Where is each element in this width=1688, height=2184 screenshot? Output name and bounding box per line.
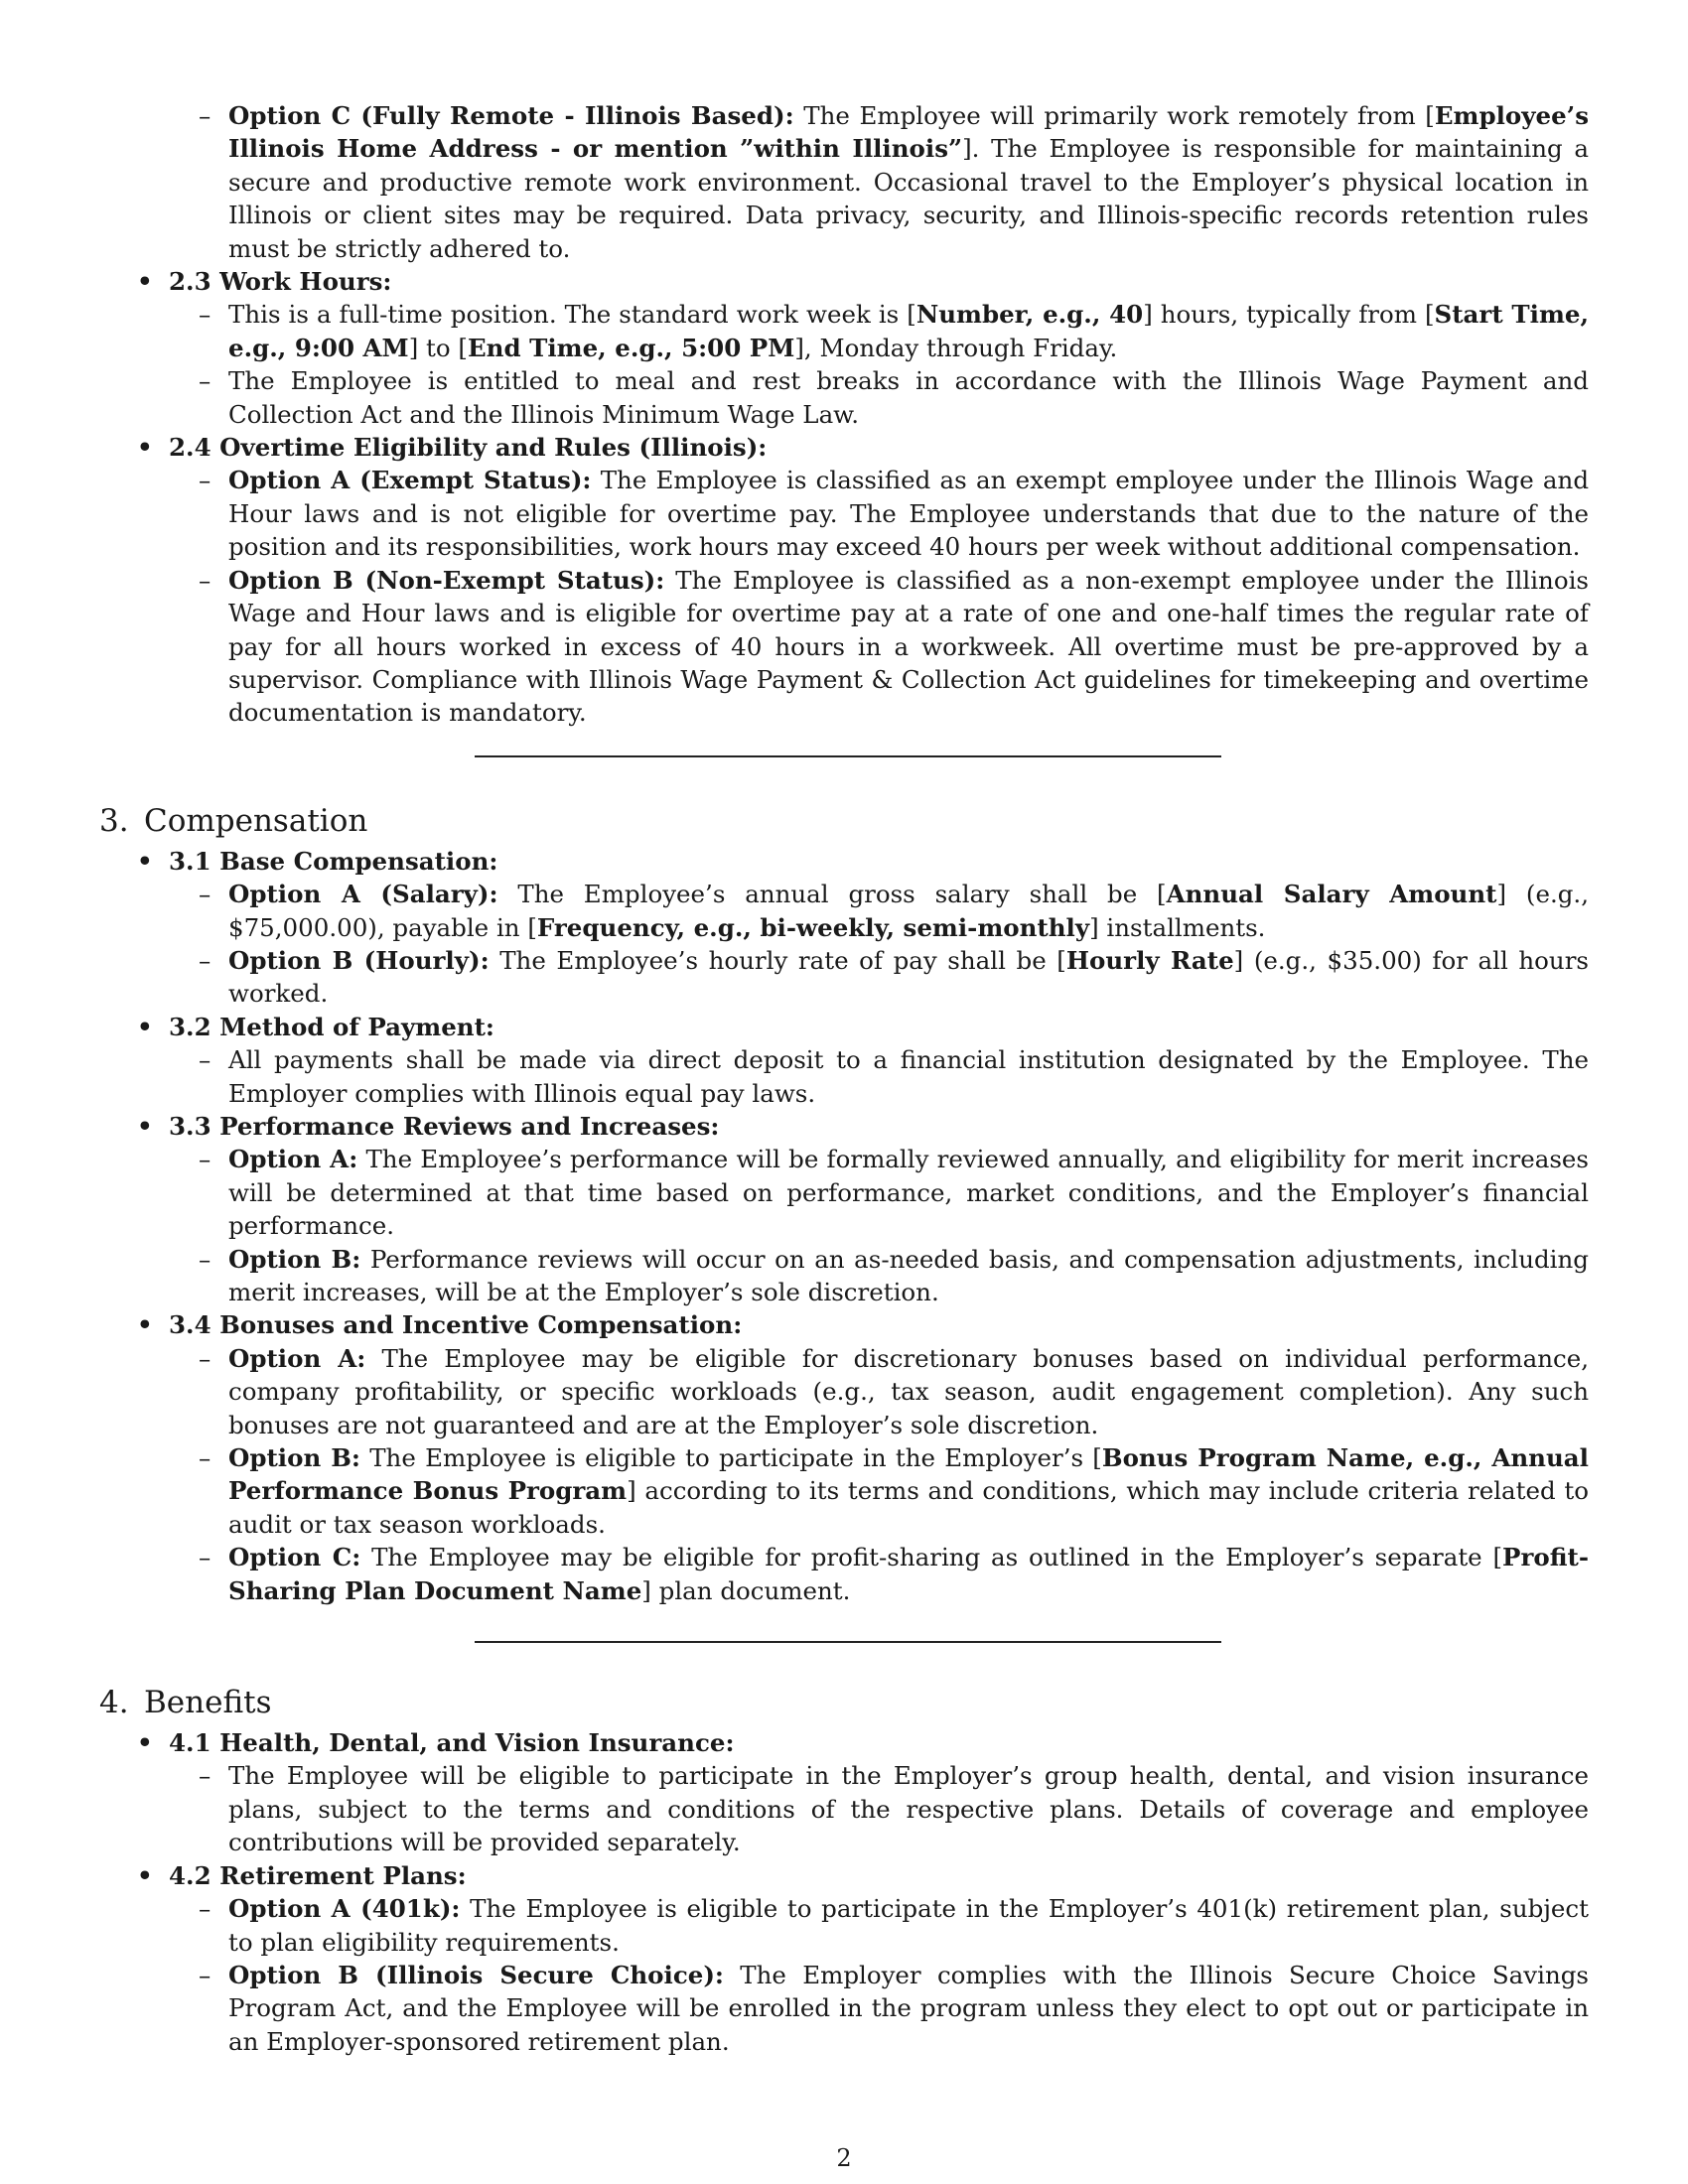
clause-heading: 3.2 Method of Payment: [169,1012,494,1041]
bullet-marker: • [137,1111,153,1141]
bullet-marker: • [137,1728,153,1758]
option-label: Option A: [228,1343,366,1373]
option-label: Option A (Salary): [228,880,498,909]
option-b-review: – Option B: Performance reviews will occur on an as-needed basis, and compensation adjustments, including merit increases, will be at the Employer’s sole discretion. [199,1244,1589,1306]
dash-marker: – [199,945,211,975]
option-label: Option B: [228,1244,361,1274]
clause-heading: 3.1 Base Compensation: [169,846,498,876]
option-label: Option B (Hourly): [228,945,490,975]
option-label: Option A (401k): [228,1894,461,1924]
clause-2-3 [99,265,1589,298]
payment-method-item: – All payments shall be made via direct deposit to a financial institution designated by the Employee. The Employer complies with Illinois equal pay laws. [199,1045,1589,1108]
option-list [99,1892,1589,2058]
dash-marker: – [199,1045,211,1075]
option-b-bonus: – Option B: The Employee is eligible to participate in the Employer’s [Bonus Program Name, e.g., Annual Performance Bonus Program] according to its terms and conditions, which may include criteria related to audit or tax season workloads. [199,1443,1589,1539]
clause-4-1 [99,1726,1589,1759]
option-a-401k: – Option A (401k): The Employee is eligible to participate in the Employer’s 401(k) retirement plan, subject to plan eligibility requirements. [199,1894,1589,1957]
placeholder-field: Hourly Rate [1065,945,1234,975]
dash-marker: – [199,1960,211,1989]
option-b-secure-choice: – Option B (Illinois Secure Choice): The Employer complies with the Illinois Secure Choice Savings Program Act, and the Employee will be enrolled in the program unless they elect to opt out or participate in an Employer-sponsored retirement plan. [199,1960,1589,2056]
bullet-marker: • [137,433,153,463]
option-c-remote: – Option C (Fully Remote - Illinois Based): The Employee will primarily work remotely from [Employee’s Illinois Home Address - or mention ”within Illinois”]. The Employee is responsible for maintaining a secure and productive remote work environment. Occasional travel to the Employer’s physical location in Illinois or client sites may be required. Data privacy, security, and Illinois-specific records retention rules must be strictly adhered to. [199,101,1589,263]
option-label: Option C: [228,1543,361,1572]
clause-heading: 4.1 Health, Dental, and Vision Insurance: [169,1728,735,1758]
dash-marker: – [199,1343,211,1373]
horizontal-rule [475,1641,1221,1643]
option-list [99,878,1589,1011]
page-content [99,99,1589,2058]
bullet-marker: • [137,1860,153,1890]
breaks-item: – The Employee is entitled to meal and rest breaks in accordance with the Illinois Wage Payment and Collection Act and the Illinois Minimum Wage Law. [199,366,1589,429]
option-list [99,99,1589,265]
section-heading-compensation: 3. Compensation [99,802,368,839]
dash-marker: – [199,1244,211,1274]
option-list [99,1759,1589,1858]
clause-heading: 3.4 Bonuses and Incentive Compensation: [169,1310,743,1340]
dash-marker: – [199,300,211,330]
dash-marker: – [199,1894,211,1924]
bullet-marker: • [137,1012,153,1041]
placeholder-field: Start Time, e.g., 9:00 AM [228,300,1589,362]
section-3-items [99,1011,1589,1043]
dash-marker: – [199,565,211,595]
bullet-marker: • [137,846,153,876]
placeholder-field: Bonus Program Name, e.g., Annual Performance Bonus Program [228,1443,1589,1506]
section-3-items [99,1308,1589,1341]
clause-2-4 [99,431,1589,464]
clause-heading: 2.3 Work Hours: [169,267,392,297]
option-c-profit-sharing: – Option C: The Employee may be eligible for profit-sharing as outlined in the Employer’s separate [Profit-Sharing Plan Document Name] plan document. [199,1543,1589,1605]
clause-3-4 [99,1308,1589,1341]
page-number: 2 [836,2144,852,2172]
option-b-hourly: – Option B (Hourly): The Employee’s hourly rate of pay shall be [Hourly Rate] (e.g., $35.00) for all hours worked. [199,945,1589,1009]
option-list [99,298,1589,431]
clause-3-1 [99,845,1589,878]
placeholder-field: Annual Salary Amount [1166,880,1497,909]
placeholder-field: Number, e.g., 40 [915,300,1144,330]
work-hours-item: – This is a full-time position. The standard work week is [Number, e.g., 40] hours, typically from [Start Time, e.g., 9:00 AM] to [End Time, e.g., 5:00 PM], Monday through Friday. [199,300,1589,362]
option-label: Option A: [228,1145,358,1174]
dash-marker: – [199,1543,211,1572]
dash-marker: – [199,1443,211,1473]
clause-heading: 2.4 Overtime Eligibility and Rules (Illinois): [169,433,768,463]
dash-marker: – [199,1145,211,1174]
clause-3-3 [99,1110,1589,1143]
section-3-items [99,845,1589,878]
dash-marker: – [199,366,211,396]
option-label: Option B (Illinois Secure Choice): [228,1960,724,1989]
section-heading-benefits: 4. Benefits [99,1685,272,1721]
clause-heading: 3.3 Performance Reviews and Increases: [169,1111,720,1141]
section-2-items [99,265,1589,298]
option-label: Option A (Exempt Status): [228,466,592,495]
dash-marker: – [199,466,211,495]
placeholder-field: Employee’s Illinois Home Address - or mention ”within Illinois” [228,101,1589,164]
insurance-item: – The Employee will be eligible to participate in the Employer’s group health, dental, and vision insurance plans, subject to the terms and conditions of the respective plans. Details of coverage and employee contributions will be provided separately. [199,1761,1589,1857]
option-a-exempt: – Option A (Exempt Status): The Employee is classified as an exempt employee under the Illinois Wage and Hour laws and is not eligible for overtime pay. The Employee understands that due to the nature of the position and its responsibilities, work hours may exceed 40 hours per week without additional compensation. [199,466,1589,562]
section-3-items [99,1110,1589,1143]
section-4-items [99,1859,1589,1892]
bullet-marker: • [137,1310,153,1340]
option-label: Option B (Non-Exempt Status): [228,565,665,595]
placeholder-field: End Time, e.g., 5:00 PM [467,333,795,362]
dash-marker: – [199,101,211,130]
option-a-review: – Option A: The Employee’s performance will be formally reviewed annually, and eligibility for merit increases will be determined at that time based on performance, market conditions, and the Employer’s financial performance. [199,1145,1589,1241]
placeholder-field: Frequency, e.g., bi-weekly, semi-monthly [536,912,1090,942]
option-a-salary: – Option A (Salary): The Employee’s annual gross salary shall be [Annual Salary Amount] (e.g., $75,000.00), payable in [Frequency, e.g., bi-weekly, semi-monthly] installments. [199,880,1589,942]
clause-4-2 [99,1859,1589,1892]
option-a-bonus: – Option A: The Employee may be eligible for discretionary bonuses based on individual performance, company profitability, or specific workloads (e.g., tax season, audit engagement completion). Any such bonuses are not guaranteed and are at the Employer’s sole discretion. [199,1343,1589,1439]
option-list [99,1043,1589,1110]
dash-marker: – [199,880,211,909]
option-label: Option C (Fully Remote - Illinois Based): [228,101,794,130]
section-2-items [99,431,1589,464]
dash-marker: – [199,1761,211,1791]
clause-3-2 [99,1011,1589,1043]
option-list [99,1342,1589,1607]
option-list [99,1143,1589,1308]
option-list [99,464,1589,729]
section-4-items [99,1726,1589,1759]
clause-heading: 4.2 Retirement Plans: [169,1860,467,1890]
placeholder-field: Profit-Sharing Plan Document Name [228,1543,1589,1605]
option-b-non-exempt: – Option B (Non-Exempt Status): The Employee is classified as a non-exempt employee under the Illinois Wage and Hour laws and is eligible for overtime pay at a rate of one and one-half times the regular rate of pay for all hours worked in excess of 40 hours in a workweek. All overtime must be pre-approved by a supervisor. Compliance with Illinois Wage Payment & Collection Act guidelines for timekeeping and overtime documentation is mandatory. [199,565,1589,728]
horizontal-rule [475,755,1221,757]
option-label: Option B: [228,1443,360,1473]
bullet-marker: • [137,267,153,297]
